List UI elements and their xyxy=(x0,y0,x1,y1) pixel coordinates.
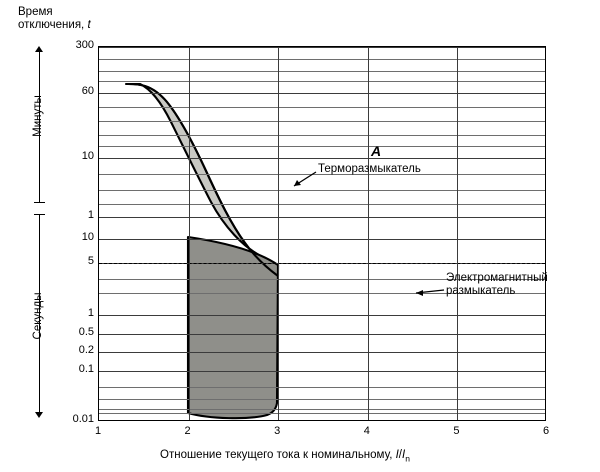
callout-emag-line1: Электромагнитный xyxy=(446,272,548,284)
y-tick-label: 1 xyxy=(87,307,94,319)
y-tick-label: 60 xyxy=(81,85,94,97)
y-tick-label: 0.5 xyxy=(78,326,94,338)
x-axis-tick-labels xyxy=(94,425,550,442)
x-axis-symbol-i2: I xyxy=(402,449,406,461)
x-axis-symbol-i1: I xyxy=(395,449,399,461)
seconds-bracket-arrow-bottom xyxy=(35,412,43,418)
gridline-horizontal xyxy=(99,158,545,159)
gridline-horizontal xyxy=(99,71,545,72)
callout-electromagnetic-release xyxy=(446,272,566,298)
y-tick-label: 0.2 xyxy=(78,344,94,356)
gridline-horizontal xyxy=(99,107,545,108)
x-tick-label: 2 xyxy=(184,425,191,437)
y-axis-title-line1: Время xyxy=(18,6,53,18)
y-axis-title-symbol: t xyxy=(87,19,91,31)
x-axis-slash: / xyxy=(398,449,402,461)
x-tick-label: 5 xyxy=(453,425,460,437)
reference-line-dashed xyxy=(99,263,545,264)
gridline-vertical xyxy=(368,47,369,420)
x-axis-title xyxy=(160,449,560,463)
y-axis-title xyxy=(18,6,98,32)
gridline-horizontal xyxy=(99,93,545,94)
plot-area xyxy=(98,46,546,421)
gridline-horizontal xyxy=(99,146,545,147)
x-tick-label: 4 xyxy=(363,425,370,437)
y-tick-label: 10 xyxy=(81,231,94,243)
gridline-horizontal xyxy=(99,121,545,122)
minutes-bracket-arrow-top xyxy=(35,46,43,52)
curve-letter-a: A xyxy=(371,143,382,159)
y-axis-tick-labels xyxy=(56,39,94,425)
y-tick-label: 0.1 xyxy=(78,363,94,375)
gridline-horizontal xyxy=(99,239,545,240)
y-tick-label: 10 xyxy=(81,150,94,162)
gridline-horizontal xyxy=(99,135,545,136)
gridline-horizontal xyxy=(99,387,545,388)
gridline-horizontal xyxy=(99,399,545,400)
gridline-horizontal xyxy=(99,409,545,410)
gridline-horizontal xyxy=(99,47,545,48)
gridline-horizontal xyxy=(99,334,545,335)
callout-thermal-release: Терморазмыкатель xyxy=(318,163,421,175)
gridline-horizontal xyxy=(99,315,545,316)
seconds-bracket-cap-top xyxy=(34,214,45,215)
gridline-vertical xyxy=(278,47,279,420)
x-axis-subscript-n: n xyxy=(405,453,410,464)
y-axis-title-line2: отключения, xyxy=(18,19,88,31)
gridline-horizontal xyxy=(99,413,545,414)
gridline-horizontal xyxy=(99,190,545,191)
y-tick-label: 0.01 xyxy=(72,413,94,425)
y-tick-label: 1 xyxy=(87,209,94,221)
plot-inner xyxy=(99,47,545,420)
x-tick-label: 1 xyxy=(94,425,102,437)
callout-emag-line2: размыкатель xyxy=(446,285,516,297)
gridline-horizontal xyxy=(99,81,545,82)
y-group-label-minutes: Минуты xyxy=(32,95,44,137)
gridline-vertical xyxy=(457,47,458,420)
curve-bands xyxy=(99,47,545,420)
gridline-horizontal xyxy=(99,217,545,218)
gridline-vertical xyxy=(189,47,190,420)
x-tick-label: 6 xyxy=(542,425,550,437)
y-group-label-seconds: Секунды xyxy=(32,292,44,340)
gridline-horizontal xyxy=(99,371,545,372)
gridline-horizontal xyxy=(99,352,545,353)
gridline-horizontal xyxy=(99,204,545,205)
x-axis-title-text: Отношение текущего тока к номинальному, xyxy=(160,449,396,461)
gridline-horizontal xyxy=(99,59,545,60)
y-tick-label: 300 xyxy=(75,39,94,51)
x-tick-label: 3 xyxy=(274,425,281,437)
minutes-bracket-cap-bottom xyxy=(34,202,45,203)
y-tick-label: 5 xyxy=(87,255,94,267)
